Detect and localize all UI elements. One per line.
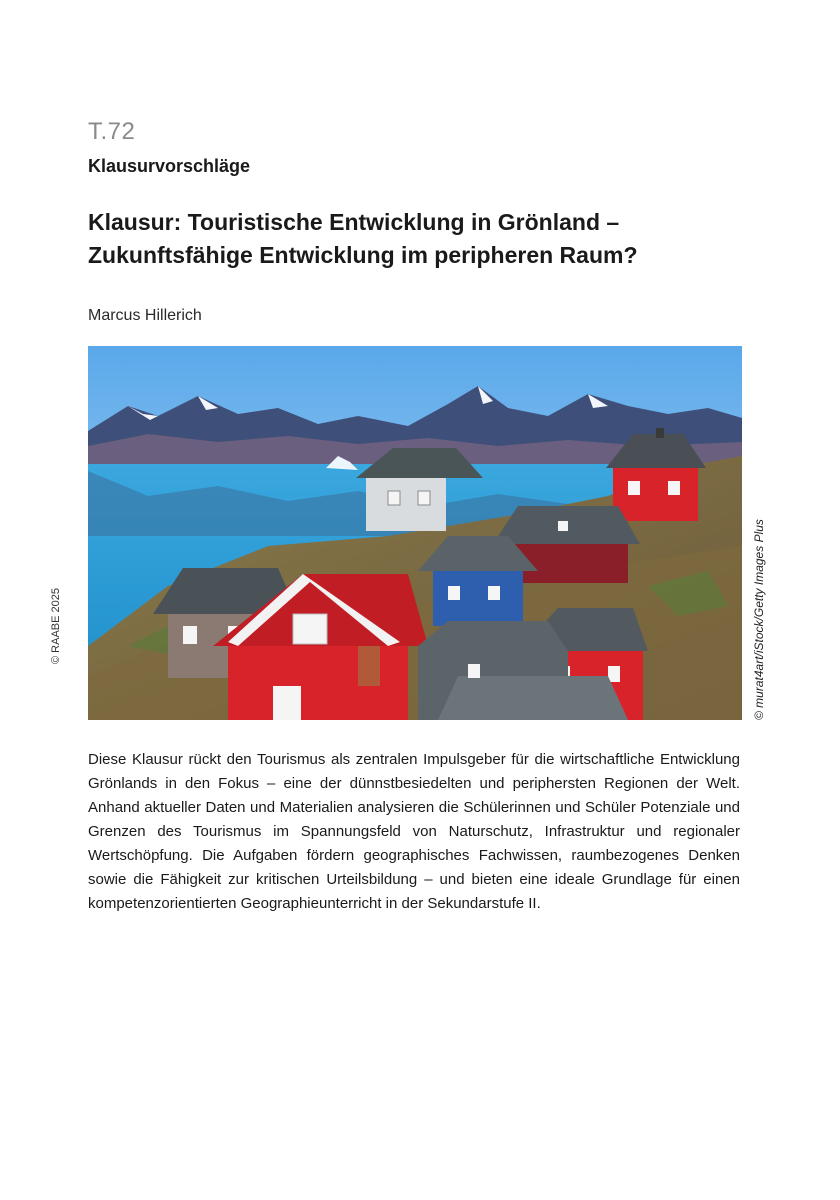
author-name: Marcus Hillerich <box>88 307 202 324</box>
page-title: Klausur: Touristische Entwicklung in Grönland – Zukunftsfähige Entwicklung im peripheren Raum? <box>88 209 638 268</box>
photo-credit: © murat4art/iStock/Getty Images Plus <box>752 519 766 720</box>
copyright-note: © RAABE 2025 <box>50 588 62 664</box>
category-label: Klausurvorschläge <box>88 156 251 176</box>
greenland-village-photo <box>88 346 742 720</box>
unit-code: T.72 <box>88 118 136 145</box>
description-paragraph: Diese Klausur rückt den Tourismus als zentralen Impulsgeber für die wirtschaftliche Entwicklung Grönlands in den Fokus – eine der dünnstbesiedelten und periphersten Regionen der Welt. Anhand aktueller Daten und Materialien analysieren die Schülerinnen und Schüler Potenziale und Grenzen des Tourismus im Spannungsfeld von Naturschutz, Infrastruktur und regionaler Wertschöpfung. Die Aufgaben fördern geographisches Fachwissen, raumbezogenes Denken sowie die Fähigkeit zur kritischen Urteilsbildung – und bieten eine ideale Grundlage für einen kompetenzorientierten Geographieunterricht in der Sekundarstufe II. <box>88 751 740 912</box>
